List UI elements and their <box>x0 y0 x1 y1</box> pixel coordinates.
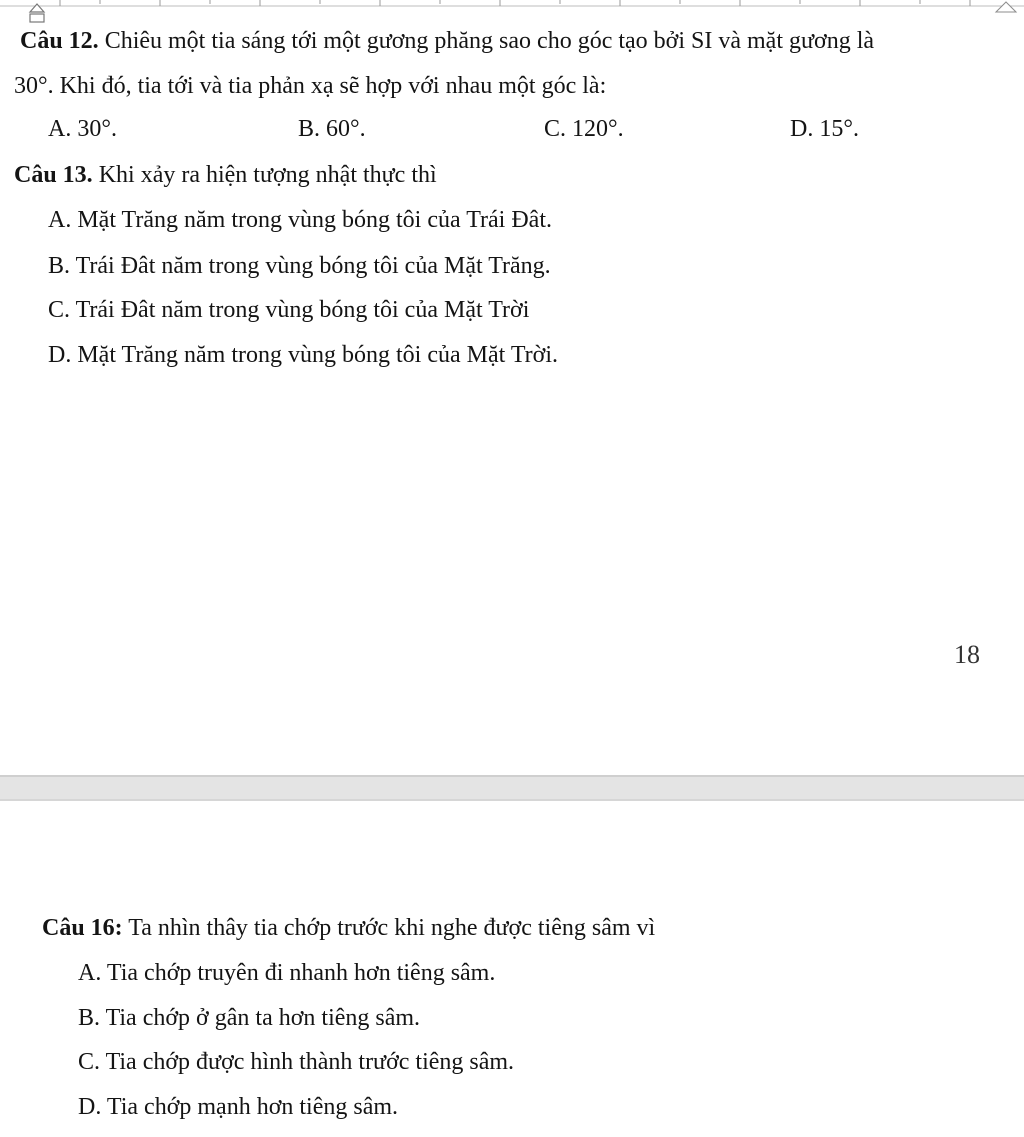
option-letter: B. <box>298 116 321 142</box>
question-12-option-d <box>790 114 859 144</box>
question-12-line-1 <box>20 26 874 56</box>
question-12-text-line-1: Chiêu một tia sáng tới một gương phăng sao cho góc tạo bởi SI và mặt gương là <box>98 28 875 54</box>
question-12-option-a <box>48 114 117 144</box>
question-12-label: Câu 12. <box>20 28 99 54</box>
option-text: 60°. <box>326 116 366 142</box>
question-13-option-c: C. Trái Đât năm trong vùng bóng tôi của Mặt Trời <box>48 297 530 323</box>
question-16-option-d: D. Tia chớp mạnh hơn tiêng sâm. <box>78 1094 399 1120</box>
question-13-option-b: B. Trái Đât năm trong vùng bóng tôi của Mặt Trăng. <box>48 253 551 279</box>
document-page-bottom <box>0 801 1024 1137</box>
question-16-line <box>42 913 655 943</box>
option-text: 120°. <box>572 116 624 142</box>
question-16-text: Ta nhìn thây tia chớp trước khi nghe được tiêng sâm vì <box>122 915 656 941</box>
question-12-option-c <box>544 114 624 144</box>
question-13-text: Khi xảy ra hiện tượng nhật thực thì <box>92 162 437 188</box>
horizontal-ruler[interactable] <box>0 0 1024 14</box>
option-letter: C. <box>544 116 567 142</box>
question-16-option-a: A. Tia chớp truyên đi nhanh hơn tiêng sâm. <box>78 960 496 986</box>
question-13-option-a: A. Mặt Trăng năm trong vùng bóng tôi của Trái Đât. <box>48 207 552 233</box>
question-13-line <box>14 160 437 190</box>
question-16-option-b: B. Tia chớp ở gân ta hơn tiêng sâm. <box>78 1005 421 1031</box>
question-16-label: Câu 16: <box>42 915 123 941</box>
option-letter: D. <box>790 116 814 142</box>
option-text: 30°. <box>77 116 117 142</box>
page-number: 18 <box>954 640 980 669</box>
question-13-option-d: D. Mặt Trăng năm trong vùng bóng tôi của Mặt Trời. <box>48 342 559 368</box>
question-12-option-b <box>298 114 366 144</box>
question-13-label: Câu 13. <box>14 162 93 188</box>
question-16-option-c: C. Tia chớp được hình thành trước tiêng sâm. <box>78 1049 515 1075</box>
question-12-text-line-2: 30°. Khi đó, tia tới và tia phản xạ sẽ hợp với nhau một góc là: <box>14 73 607 99</box>
indent-marker-icon[interactable] <box>28 2 46 24</box>
option-text: 15°. <box>819 116 859 142</box>
option-letter: A. <box>48 116 72 142</box>
page-break-gap <box>0 775 1024 801</box>
